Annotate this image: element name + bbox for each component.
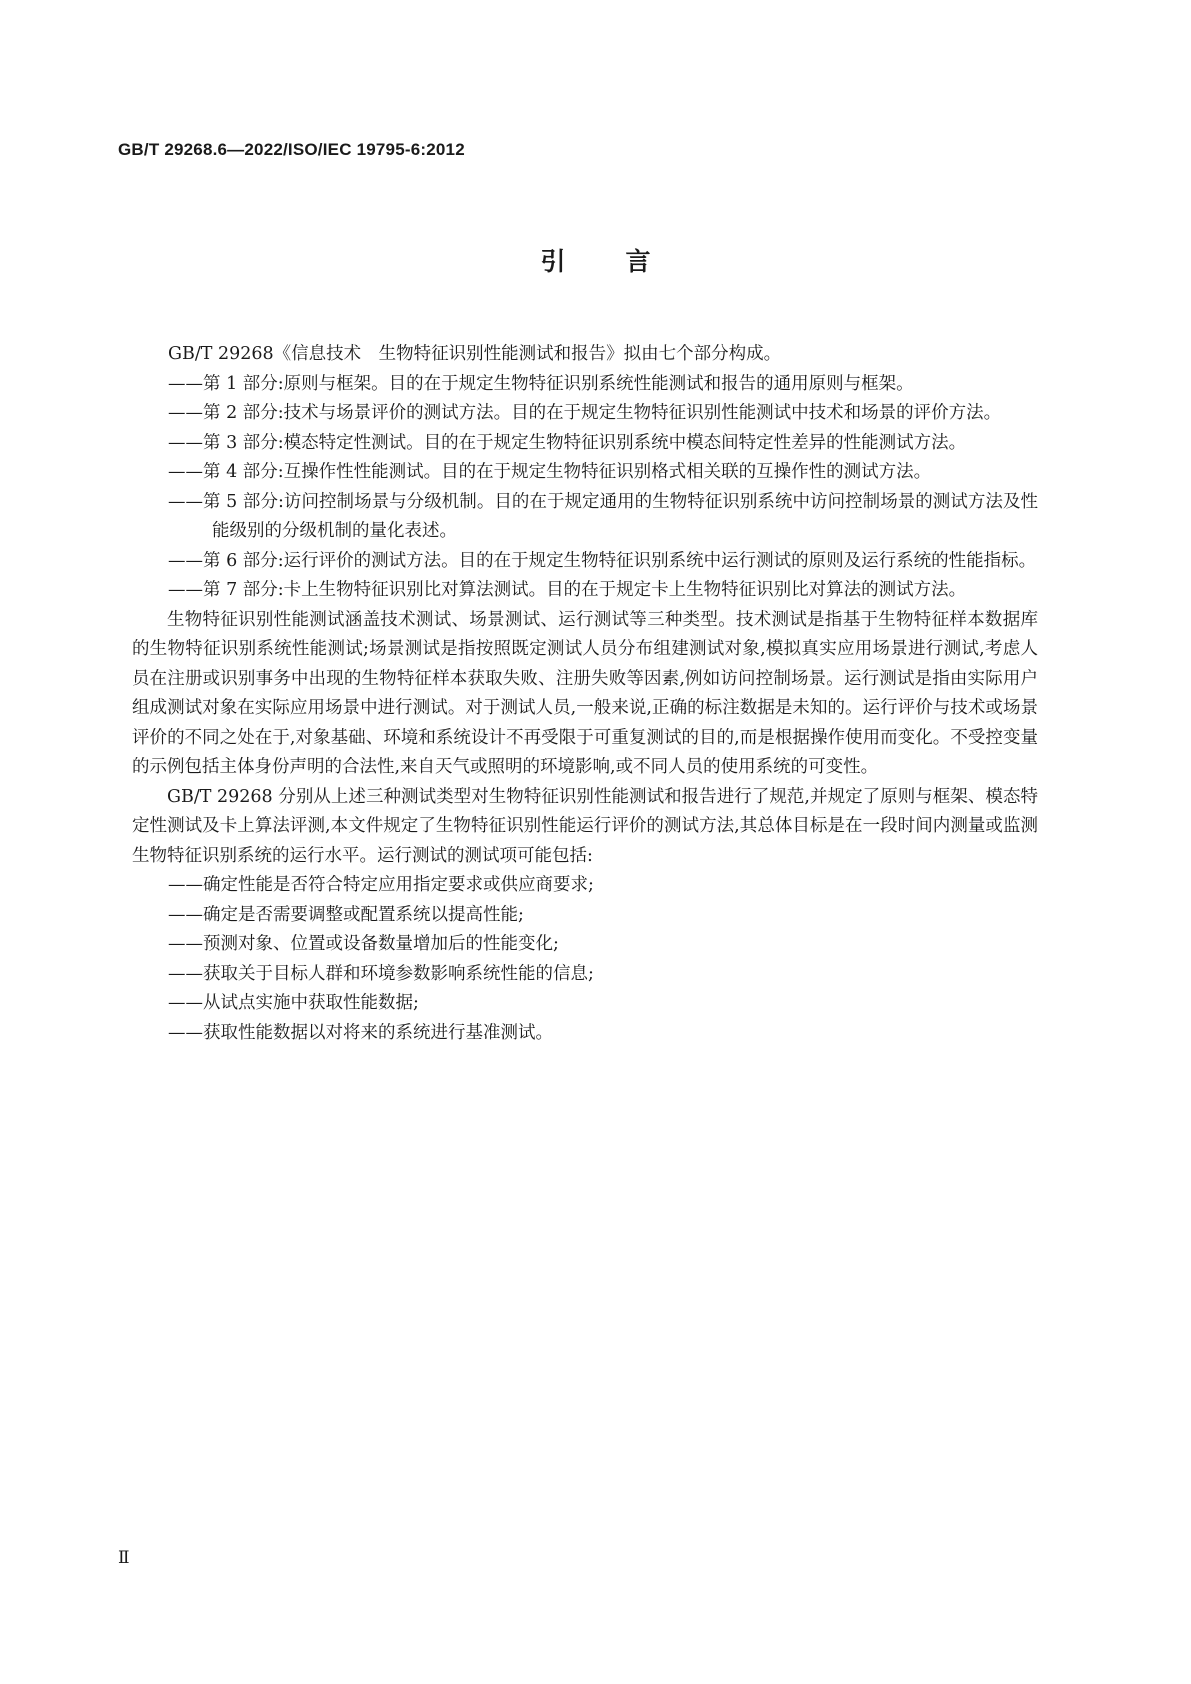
part-item-3: ——第 3 部分:模态特定性测试。目的在于规定生物特征识别系统中模态间特定性差异的性能测试方法。 <box>168 432 967 453</box>
page-number: Ⅱ <box>118 1548 130 1568</box>
test-item-5: ——从试点实施中获取性能数据; <box>168 993 419 1013</box>
main-content <box>132 340 1038 1048</box>
intro-paragraph: GB/T 29268《信息技术 生物特征识别性能测试和报告》拟由七个部分构成。 <box>168 344 782 364</box>
test-item-4: ——获取关于目标人群和环境参数影响系统性能的信息; <box>168 963 594 984</box>
page-title: 引言 <box>540 247 711 276</box>
test-item-3: ——预测对象、位置或设备数量增加后的性能变化; <box>168 934 559 954</box>
part-item-4: ——第 4 部分:互操作性性能测试。目的在于规定生物特征识别格式相关联的互操作性的测试方法。 <box>168 462 932 482</box>
part-item-1: ——第 1 部分:原则与框架。目的在于规定生物特征识别系统性能测试和报告的通用原则与框架。 <box>168 373 914 394</box>
test-item-1: ——确定性能是否符合特定应用指定要求或供应商要求; <box>168 875 594 895</box>
body-paragraph-2: GB/T 29268 分别从上述三种测试类型对生物特征识别性能测试和报告进行了规范,并规定了原则与框架、模态特定性测试及卡上算法评测,本文件规定了生物特征识别性能运行评价的测试方法,其总体目标是在一段时间内测量或监测生物特征识别系统的运行水平。运行测试的测试项可能包括: <box>132 786 1038 866</box>
part-item-5: ——第 5 部分:访问控制场景与分级机制。目的在于规定通用的生物特征识别系统中访问控制场景的测试方法及性能级别的分级机制的量化表述。 <box>168 491 1038 541</box>
body-paragraph-1: 生物特征识别性能测试涵盖技术测试、场景测试、运行测试等三种类型。技术测试是指基于生物特征样本数据库的生物特征识别系统性能测试;场景测试是指按照既定测试人员分布组建测试对象,模拟真实应用场景进行测试,考虑人员在注册或识别事务中出现的生物特征样本获取失败、注册失败等因素,例如访问控制场景。运行测试是指由实际用户组成测试对象在实际应用场景中进行测试。对于测试人员,一般来说,正确的标注数据是未知的。运行评价与技术或场景评价的不同之处在于,对象基础、环境和系统设计不再受限于可重复测试的目的,而是根据操作使用而变化。不受控变量的示例包括主体身份声明的合法性,来自天气或照明的环境影响,或不同人员的使用系统的可变性。 <box>132 609 1038 777</box>
test-item-2: ——确定是否需要调整或配置系统以提高性能; <box>168 904 524 925</box>
document-header: GB/T 29268.6—2022/ISO/IEC 19795-6:2012 <box>118 140 465 159</box>
part-item-7: ——第 7 部分:卡上生物特征识别比对算法测试。目的在于规定卡上生物特征识别比对算法的测试方法。 <box>168 580 967 600</box>
part-item-6: ——第 6 部分:运行评价的测试方法。目的在于规定生物特征识别系统中运行测试的原则及运行系统的性能指标。 <box>168 550 1037 571</box>
test-item-6: ——获取性能数据以对将来的系统进行基准测试。 <box>168 1022 553 1043</box>
part-item-2: ——第 2 部分:技术与场景评价的测试方法。目的在于规定生物特征识别性能测试中技术和场景的评价方法。 <box>168 403 1002 423</box>
